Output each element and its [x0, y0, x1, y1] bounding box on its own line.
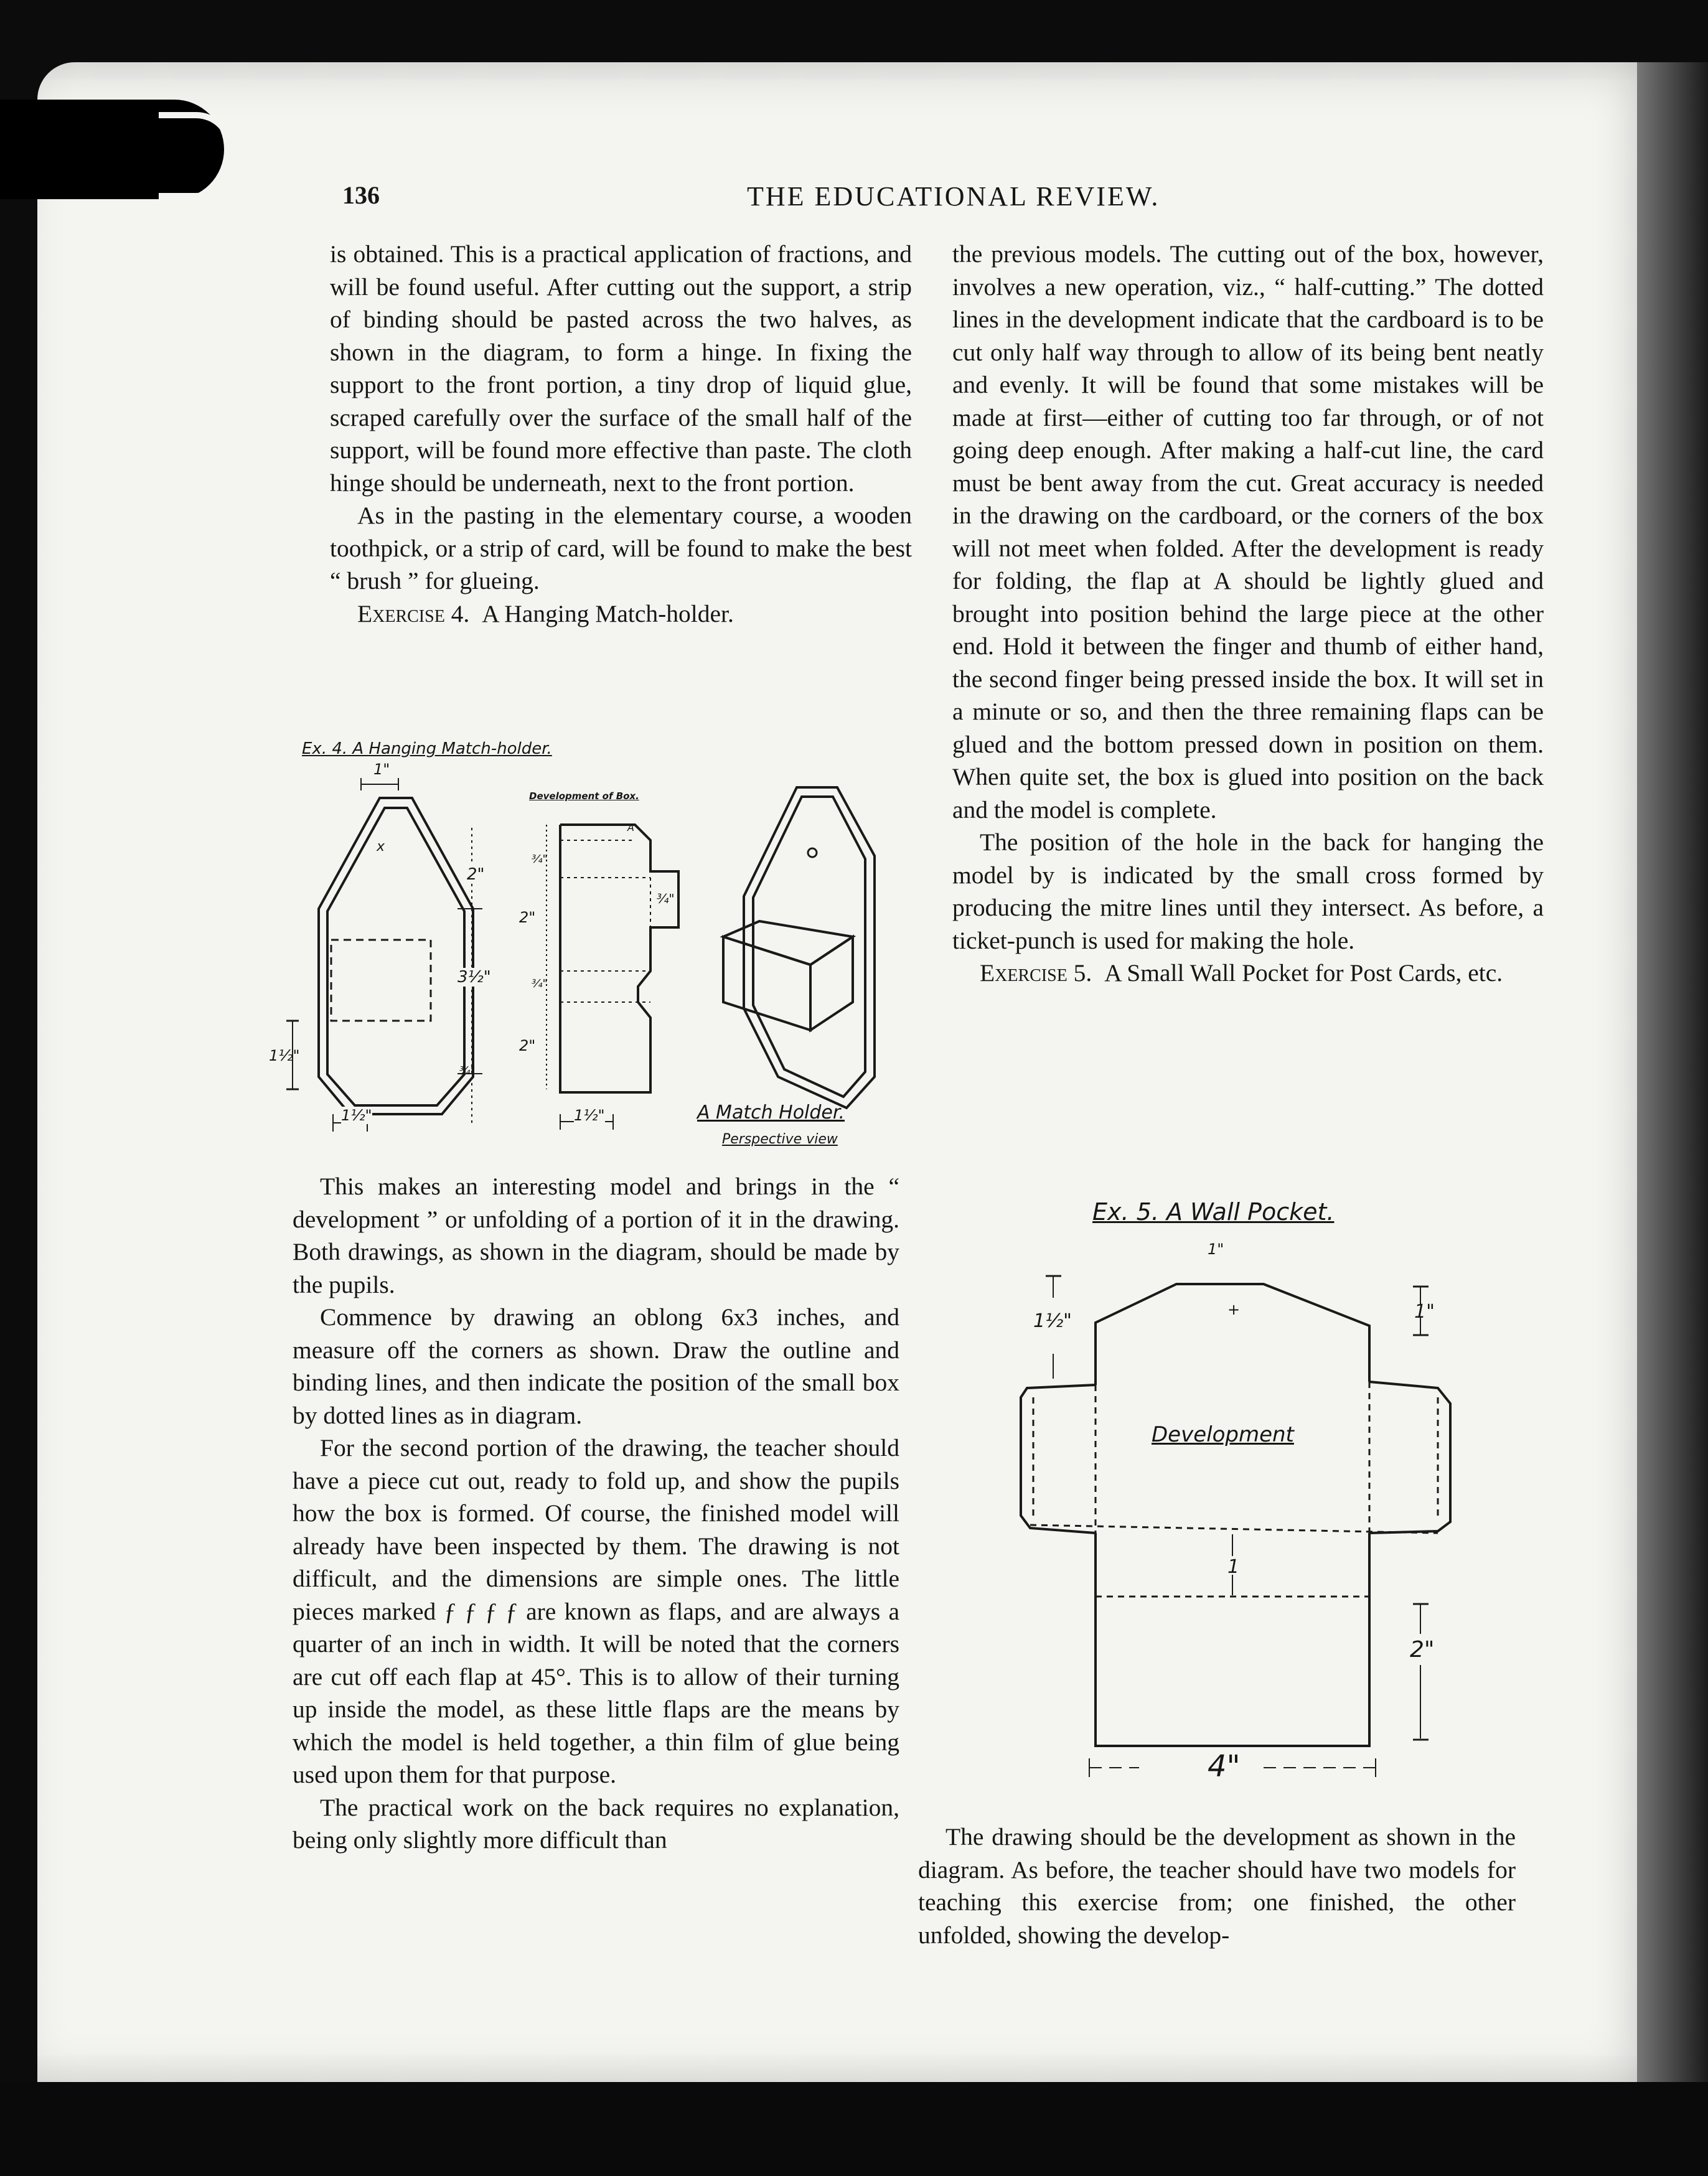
figure-wall-pocket-drawing: [1002, 1198, 1500, 1802]
development-title: Development of Box.: [529, 790, 639, 802]
right-column-top: [952, 238, 1544, 990]
paragraph: This makes an interesting model and brings in the “ development ” or unfolding of a portion of it in the drawing. Both drawings, as shown in the diagram, should be made by the pupils.: [293, 1173, 899, 1298]
dimension-label: 1": [1208, 1240, 1224, 1258]
mark-label: +: [1227, 1301, 1241, 1318]
dimension-label: 4": [1208, 1749, 1241, 1784]
running-title: THE EDUCATIONAL REVIEW.: [747, 181, 1160, 212]
page-header: [336, 181, 1581, 224]
dimension-label: ¾": [532, 977, 548, 990]
paragraph: is obtained. This is a practical application of fractions, and will be found useful. After cutting out the support, a strip of binding should be pasted across the two halves, as shown in the diagram, to form a hinge. In fixing the support to the front portion, a tiny drop of liquid glue, scraped carefully over the surface of the small half of the support, will be found more effective than paste. The cloth hinge should be underneath, next to the front portion.: [330, 240, 912, 497]
figure-title: Ex. 4. A Hanging Match-holder.: [302, 739, 552, 758]
perspective-subtitle: Perspective view: [722, 1132, 838, 1147]
scan-border: [0, 2082, 1708, 2176]
mark-label: A: [627, 822, 634, 833]
exercise-heading: Exercise 4. A Hanging Match-holder.: [357, 599, 734, 627]
dimension-label: 2": [467, 865, 485, 884]
left-column-bottom: [293, 1170, 899, 1857]
mark-label: x: [377, 839, 385, 855]
exercise-heading: Exercise 5. A Small Wall Pocket for Post Cards, etc.: [980, 959, 1503, 987]
dimension-label: ¾": [657, 891, 675, 906]
perspective-title: A Match Holder.: [697, 1102, 845, 1123]
binder-ring: [159, 112, 233, 199]
figure-wall-pocket: [1002, 1198, 1500, 1802]
left-column-top: [330, 238, 912, 630]
figure-title: Ex. 5. A Wall Pocket.: [1092, 1198, 1335, 1226]
dimension-label: 1": [373, 761, 390, 778]
dimension-label: 1½": [574, 1107, 605, 1124]
paragraph: For the second portion of the drawing, the teacher should have a piece cut out, ready to fold up, and show the pupils how the box is formed. Of course, the finished model will already have been inspected by them. The drawing is not difficult, and the dimensions are simple ones. The little pieces marked ƒ ƒ ƒ ƒ are known as flaps, and are always a quarter of an inch in width. It will be noted that the corners are cut off each flap at 45°. This is to allow of their turning up inside the model, as these little flaps are the means by which the model is held together, a thin film of glue being used upon them for that purpose.: [293, 1434, 899, 1788]
page-number: 136: [342, 181, 380, 209]
dimension-label: 2": [519, 909, 536, 926]
page-edge-shadow: [1637, 62, 1708, 2085]
development-label: Development: [1152, 1422, 1294, 1447]
paragraph: Commence by drawing an oblong 6x3 inches, and measure off the corners as shown. Draw the outline and binding lines, and then indicate the position of the small box by dotted lines as in diagram.: [293, 1303, 899, 1429]
dimension-label: 3½": [458, 968, 491, 987]
dimension-label: ¾": [459, 1064, 476, 1077]
dimension-label: ¾": [532, 853, 548, 866]
paragraph: The position of the hole in the back for hanging the model by is indicated by the small cross formed by producing the mitre lines until they intersect. As before, a ticket-punch is used for making the hole.: [952, 828, 1544, 954]
figure-match-holder: [268, 728, 909, 1170]
right-column-bottom: [918, 1821, 1516, 1951]
paragraph: the previous models. The cutting out of the box, however, involves a new operation, viz., “ half-cutting.” The dotted lines in the development indicate that the cardboard is to be cut only half way through to allow of its being bent neatly and evenly. It will be found that some mistakes will be made at first—either of cutting too far through, or of not going deep enough. After making a half-cut line, the card must be bent away from the cut. Great accuracy is needed in the drawing on the cardboard, or the corners of the box will not meet when folded. After the development is ready for folding, the flap at A should be lightly glued and brought into position behind the large piece at the other end. Hold it between the finger and thumb of either hand, the second finger being pressed inside the box. It will set in a minute or so, and then the three remaining flaps can be glued and the bottom pressed down in position on them. When quite set, the box is glued into position on the back and the model is complete.: [952, 240, 1544, 823]
paragraph: As in the pasting in the elementary course, a wooden toothpick, or a strip of card, will be found to make the best “ brush ” for glueing.: [330, 502, 912, 594]
dimension-label: 1½": [269, 1047, 300, 1064]
dimension-label: 1½": [1033, 1310, 1072, 1332]
dimension-label: 1": [1414, 1301, 1435, 1323]
paragraph: The practical work on the back requires no explanation, being only slightly more difficult than: [293, 1793, 899, 1854]
paragraph: The drawing should be the development as shown in the diagram. As before, the teacher should have two models for teaching this exercise from; one finished, the other unfolded, showing the develop-: [918, 1823, 1516, 1949]
dimension-label: 1½": [341, 1107, 372, 1124]
dimension-label: 1: [1227, 1556, 1240, 1578]
dimension-label: 2": [1410, 1637, 1435, 1662]
dimension-label: 2": [519, 1037, 536, 1054]
